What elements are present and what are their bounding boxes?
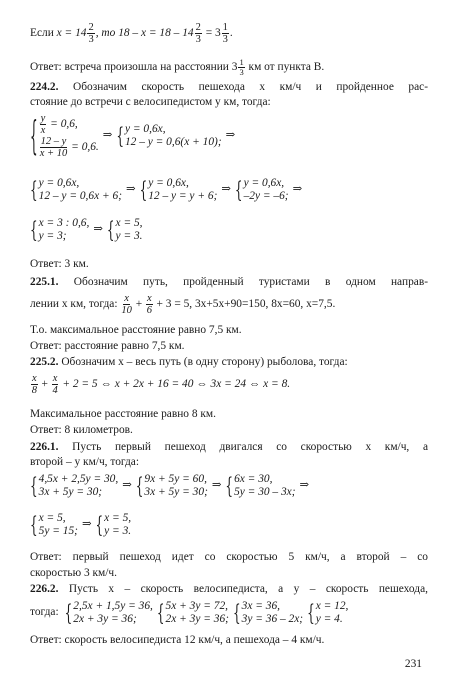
answer-226-2: Ответ: скорость велосипедиста 12 км/ч, а пешехода – 4 км/ч. xyxy=(30,634,325,646)
math: = 3 xyxy=(202,27,221,40)
fraction: $\frac{2}{3}$ xyxy=(88,22,94,46)
problem-226-1-line1: 226.1. Пусть первый пешеход двигался со скоростью x км/ч, а xyxy=(30,441,428,453)
line-if-x: Если x = 14 $\frac{2}{3}$ , то 18 – x = 18 – 14 $\frac{2}{3}$ = 3 $\frac{1}{3}$ . xyxy=(30,22,233,46)
answer-226-1-line1: Ответ: первый пешеход идет со скоростью 5 км/ч, а второй – со xyxy=(30,551,428,563)
problem-225-2-max: Максимальное расстояние равно 8 км. xyxy=(30,408,216,420)
page-number: 231 xyxy=(404,658,422,670)
fraction: $\frac{1}{3}$ xyxy=(222,22,228,46)
implies-arrow-icon: ⇒ xyxy=(299,479,310,492)
equation-225-2: $\frac{x}{8}$ + $\frac{x}{4}$ + 2 = 5 ⇔ x + 2x + 16 = 40 ⇔ 3x = 24 ⇔ x = 8. xyxy=(31,373,291,397)
implies-arrow-icon: ⇒ xyxy=(93,223,103,236)
implies-arrow-icon: ⇒ xyxy=(211,479,222,492)
problem-226-2: 226.2. Пусть x – скорость велосипедиста, а y – скорость пешехода, xyxy=(30,583,428,595)
fraction: 1 3 xyxy=(239,57,244,77)
answer-226-1-line2: скоростью 3 км/ч. xyxy=(30,567,117,579)
implies-arrow-icon: ⇒ xyxy=(126,183,136,196)
implies-arrow-icon: ⇒ xyxy=(81,518,92,531)
system-224-2-a: { $\frac{y}{x}$ = 0,6, $\frac{12 - y}{x + 10}$ = 0,6. ⇒ { y = 0,6x, 12 – y = 0,6(x + 10); ⇒ xyxy=(30,112,236,160)
implies-arrow-icon: ⇒ xyxy=(292,183,303,196)
answer-224-1: Ответ: встреча произошла на расстоянии 3 1 3 км от пункта B. xyxy=(30,57,325,77)
problem-225-1-line2: лении x км, тогда: $\frac{x}{10}$ + $\frac{x}{6}$ + 3 = 5, 3x+5x+90=150, 8x=60, x=7,5. xyxy=(30,293,336,317)
system-226-1-a: { 4,5x + 2,5y = 30, 3x + 5y = 30; ⇒ { 9x + 5y = 60, 3x + 5y = 30; ⇒ { 6x = 30, 5y = 30 – 3x; ⇒ xyxy=(30,472,310,500)
implies-arrow-icon: ⇒ xyxy=(122,479,132,492)
math: , то 18 – x = 18 – 14 xyxy=(95,27,194,40)
system-224-2-c: { x = 3 : 0,6, y = 3; ⇒ { x = 5, y = 3. xyxy=(30,216,143,244)
answer-225-2: Ответ: 8 километров. xyxy=(30,424,133,436)
implies-arrow-icon: ⇒ xyxy=(102,129,113,142)
answer-224-2: Ответ: 3 км. xyxy=(30,258,89,270)
system-226-1-b: { x = 5, 5y = 15; ⇒ { x = 5, y = 3. xyxy=(30,511,132,539)
answer-225-1: Ответ: расстояние равно 7,5 км. xyxy=(30,340,185,352)
implies-arrow-icon: ⇒ xyxy=(225,129,236,142)
implies-arrow-icon: ⇒ xyxy=(221,183,231,196)
problem-226-1-line2: второй – y км/ч, тогда: xyxy=(30,456,140,468)
system-226-2: тогда: { 2,5x + 1,5y = 36, 2x + 3y = 36; { 5x + 3y = 72, 2x + 3y = 36; { 3x = 36, 3y = 36 – 2x; { x = 12, y = 4. xyxy=(30,599,349,627)
problem-225-1-max: Т.о. максимальное расстояние равно 7,5 км. xyxy=(30,324,242,336)
system-224-2-b: { y = 0,6x, 12 – y = 0,6x + 6; ⇒ { y = 0,6x, 12 – y = y + 6; ⇒ { y = 0,6x, –2y = –6; ⇒ xyxy=(30,176,303,204)
problem-225-1-line1: 225.1. Обозначим путь, пройденный туристами в одном направ- xyxy=(30,276,428,288)
problem-225-2: 225.2. Обозначим x – весь путь (в одну сторону) рыболова, тогда: xyxy=(30,356,348,368)
problem-224-2-line1: 224.2. Обозначим скорость пешехода x км/ч и пройденное рас- xyxy=(30,81,428,93)
text: Если xyxy=(30,27,57,40)
problem-224-2-line2: стояние до встречи с велосипедистом y км, тогда: xyxy=(30,96,271,108)
fraction: $\frac{2}{3}$ xyxy=(195,22,201,46)
math: x = 14 xyxy=(56,27,87,40)
